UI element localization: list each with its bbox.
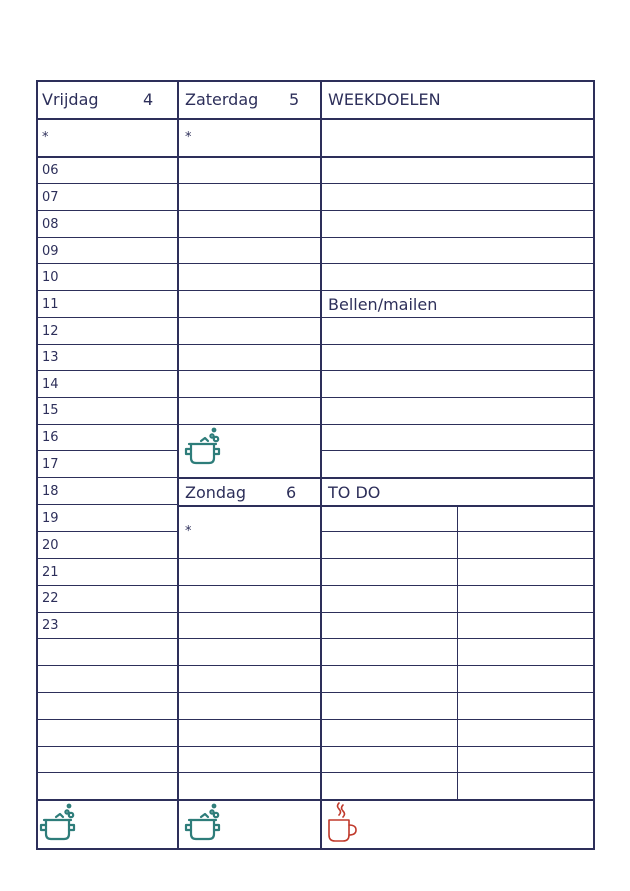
hour-label: 16	[42, 430, 59, 445]
hour-label: 07	[42, 190, 59, 205]
cooking-pot-icon	[38, 803, 76, 843]
hour-label: 10	[42, 270, 59, 285]
hour-label: 08	[42, 217, 59, 232]
hour-label: 23	[42, 618, 59, 633]
sunday-priority-marker: *	[185, 524, 192, 539]
saturday-day-number: 5	[289, 90, 300, 109]
hour-label: 13	[42, 350, 59, 365]
saturday-priority-marker: *	[185, 130, 192, 145]
friday-priority-marker: *	[42, 130, 49, 145]
weekdoelen-title: WEEKDOELEN	[328, 90, 441, 109]
hour-label: 17	[42, 457, 59, 472]
friday-day-label: Vrijdag	[42, 90, 99, 109]
coffee-cup-icon	[327, 801, 359, 843]
sunday-day-label: Zondag	[185, 483, 247, 502]
cooking-pot-icon	[183, 803, 221, 843]
friday-day-number: 4	[143, 90, 154, 109]
hour-label: 21	[42, 565, 59, 580]
hour-label: 14	[42, 377, 59, 392]
cooking-pot-icon	[183, 427, 221, 467]
hour-label: 11	[42, 297, 59, 312]
hour-label: 09	[42, 244, 59, 259]
hour-label: 12	[42, 324, 59, 339]
todo-title: TO DO	[328, 483, 381, 502]
hour-label: 06	[42, 163, 59, 178]
hour-label: 19	[42, 511, 59, 526]
hour-label: 18	[42, 484, 59, 499]
hour-label: 22	[42, 591, 59, 606]
hour-label: 20	[42, 538, 59, 553]
saturday-day-label: Zaterdag	[185, 90, 259, 109]
hour-label: 15	[42, 403, 59, 418]
weekdoelen-entry: Bellen/mailen	[328, 295, 438, 314]
sunday-day-number: 6	[286, 483, 297, 502]
